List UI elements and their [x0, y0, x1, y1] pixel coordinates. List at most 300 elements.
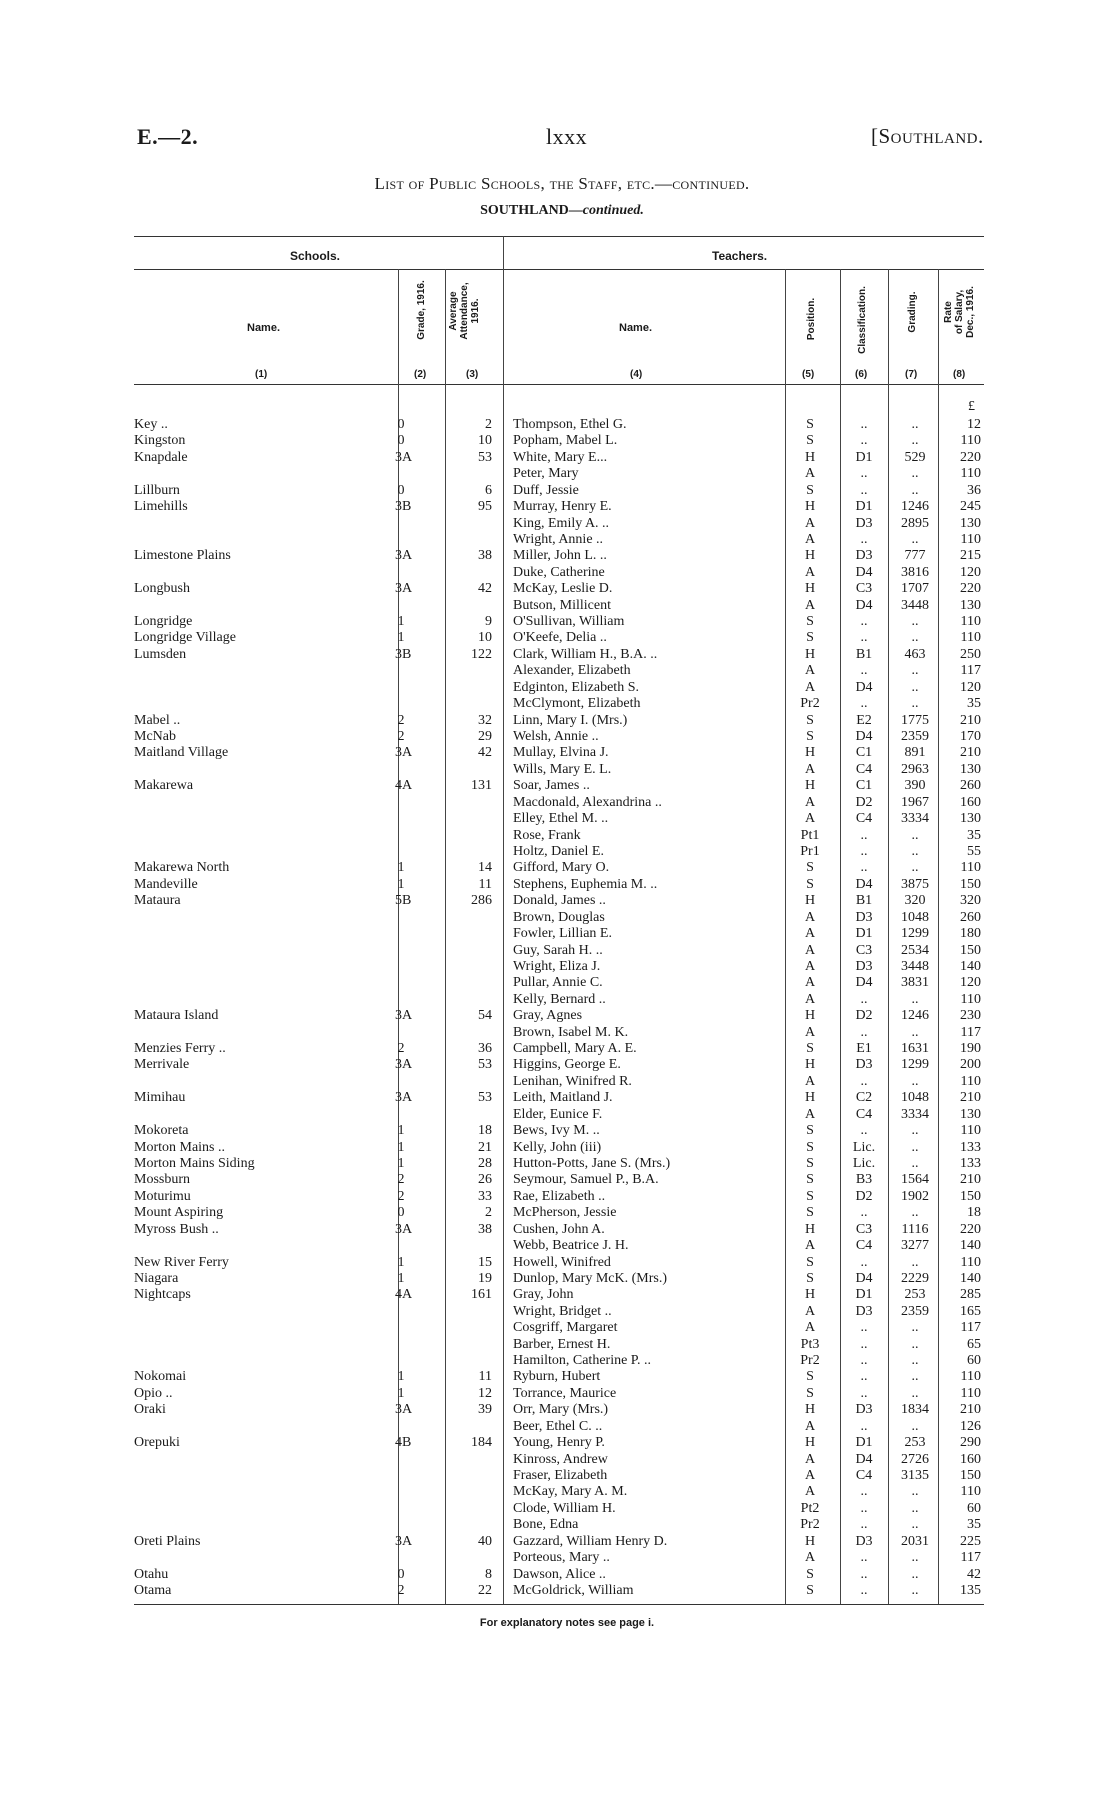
- school-grade: 1: [397, 1155, 405, 1171]
- teacher-classification: B1: [855, 893, 873, 909]
- teacher-salary: 120: [960, 679, 981, 695]
- teacher-classification: C4: [855, 1238, 873, 1254]
- section-under-rule: [134, 269, 984, 270]
- teacher-name: Duke, Catherine: [513, 564, 605, 580]
- table-row: [0, 532, 1114, 548]
- teacher-name: McKay, Leslie D.: [513, 581, 613, 597]
- teacher-classification: C2: [855, 1090, 873, 1106]
- teacher-position: H: [804, 1008, 816, 1024]
- teacher-name: Elder, Eunice F.: [513, 1106, 603, 1122]
- teacher-salary: 320: [960, 893, 981, 909]
- teacher-position: S: [806, 1139, 814, 1155]
- teacher-name: Torrance, Maurice: [513, 1385, 617, 1401]
- school-name: Nightcaps: [134, 1287, 191, 1303]
- teacher-salary: 110: [960, 531, 981, 547]
- grade-header: Grade, 1916.: [416, 280, 427, 340]
- column-number: (6): [855, 369, 868, 380]
- average-attendance: 22: [478, 1582, 492, 1598]
- teacher-classification: D2: [855, 794, 873, 810]
- teacher-name: Wright, Bridget ..: [513, 1303, 612, 1319]
- teacher-salary: 110: [960, 1073, 981, 1089]
- teacher-salary: 18: [967, 1205, 981, 1221]
- school-name: Moturimu: [134, 1188, 191, 1204]
- teacher-grading: ..: [911, 827, 919, 843]
- school-name: Niagara: [134, 1270, 179, 1286]
- teacher-name: Popham, Mabel L.: [513, 433, 618, 449]
- teacher-classification: ..: [860, 663, 868, 679]
- teacher-salary: 210: [960, 1402, 981, 1418]
- table-row: [0, 1534, 1114, 1550]
- teacher-position: H: [804, 548, 816, 564]
- column-number: (5): [802, 369, 815, 380]
- school-name: Otahu: [134, 1566, 169, 1582]
- teacher-classification: D4: [855, 1451, 873, 1467]
- teacher-position: A: [804, 1073, 816, 1089]
- teacher-grading: ..: [911, 1205, 919, 1221]
- table-row: [0, 1156, 1114, 1172]
- teacher-salary: 225: [960, 1533, 981, 1549]
- school-grade: 3A: [395, 1402, 413, 1418]
- table-row: [0, 1567, 1114, 1583]
- teacher-position: A: [804, 942, 816, 958]
- table-row: [0, 1057, 1114, 1073]
- teacher-grading: ..: [911, 1582, 919, 1598]
- teacher-position: H: [804, 1221, 816, 1237]
- table-row: [0, 762, 1114, 778]
- table-row: [0, 1074, 1114, 1090]
- teacher-grading: ..: [911, 1517, 919, 1533]
- school-name: Lillburn: [134, 482, 180, 498]
- teacher-position: A: [804, 515, 816, 531]
- teacher-salary: 110: [960, 614, 981, 630]
- average-attendance: 39: [478, 1402, 492, 1418]
- teacher-position: H: [804, 1090, 816, 1106]
- teacher-position: Pr2: [800, 696, 820, 712]
- average-attendance: 131: [471, 778, 492, 794]
- average-attendance: 10: [478, 630, 492, 646]
- teacher-position: S: [806, 1566, 814, 1582]
- teacher-classification: D1: [855, 926, 873, 942]
- teacher-grading: ..: [911, 696, 919, 712]
- table-bottom-rule: [134, 1604, 984, 1605]
- attendance-header-line: 1916.: [470, 298, 481, 324]
- average-attendance: 161: [471, 1287, 492, 1303]
- school-name: Knapdale: [134, 449, 188, 465]
- table-row: [0, 975, 1114, 991]
- school-name: Opio ..: [134, 1385, 173, 1401]
- position-header: Position.: [806, 297, 817, 341]
- school-name: Merrivale: [134, 1057, 190, 1073]
- school-name: Morton Mains ..: [134, 1139, 225, 1155]
- teacher-classification: ..: [860, 1500, 868, 1516]
- teacher-classification: C4: [855, 761, 873, 777]
- teacher-name: Wills, Mary E. L.: [513, 761, 612, 777]
- teacher-grading: ..: [911, 679, 919, 695]
- teacher-position: S: [806, 1270, 814, 1286]
- teacher-grading: 1246: [901, 1008, 929, 1024]
- average-attendance: 19: [478, 1270, 492, 1286]
- table-row: [0, 729, 1114, 745]
- school-grade: 2: [397, 1172, 405, 1188]
- teacher-position: S: [806, 614, 814, 630]
- teacher-salary: 140: [960, 1238, 981, 1254]
- teacher-classification: D4: [855, 876, 873, 892]
- teacher-position: S: [806, 1123, 814, 1139]
- table-row: [0, 696, 1114, 712]
- teacher-salary: 260: [960, 778, 981, 794]
- teacher-name: Welsh, Annie ..: [513, 729, 599, 745]
- teacher-salary: 110: [960, 1254, 981, 1270]
- average-attendance: 26: [478, 1172, 492, 1188]
- table-row: [0, 516, 1114, 532]
- table-row: [0, 433, 1114, 449]
- teacher-name: Rae, Elizabeth ..: [513, 1188, 606, 1204]
- teacher-grading: 1707: [901, 581, 929, 597]
- table-row: [0, 1550, 1114, 1566]
- teacher-classification: D1: [855, 1435, 873, 1451]
- school-grade: 4B: [395, 1435, 412, 1451]
- school-name: Mokoreta: [134, 1123, 189, 1139]
- average-attendance: 38: [478, 548, 492, 564]
- teacher-name: Porteous, Mary ..: [513, 1550, 610, 1566]
- table-row: [0, 893, 1114, 909]
- teacher-name: Thompson, Ethel G.: [513, 417, 627, 432]
- teacher-name: Barber, Ernest H.: [513, 1336, 611, 1352]
- teacher-salary: 130: [960, 515, 981, 531]
- school-name: Mimihau: [134, 1090, 186, 1106]
- teacher-grading: ..: [911, 466, 919, 482]
- table-row: [0, 1517, 1114, 1533]
- teacher-salary: 110: [960, 433, 981, 449]
- teacher-classification: ..: [860, 1024, 868, 1040]
- teacher-classification: D3: [855, 548, 873, 564]
- teacher-classification: C4: [855, 1106, 873, 1122]
- teacher-name: Dunlop, Mary McK. (Mrs.): [513, 1270, 667, 1286]
- teacher-grading: ..: [911, 482, 919, 498]
- school-grade: 1: [397, 1270, 405, 1286]
- teacher-position: H: [804, 1057, 816, 1073]
- table-row: [0, 1304, 1114, 1320]
- teacher-position: A: [804, 926, 816, 942]
- school-name: Mabel ..: [134, 712, 181, 728]
- teacher-position: A: [804, 1238, 816, 1254]
- teacher-grading: 1631: [901, 1041, 929, 1057]
- teacher-classification: ..: [860, 531, 868, 547]
- school-grade: 2: [397, 712, 405, 728]
- teacher-grading: ..: [911, 614, 919, 630]
- teacher-classification: ..: [860, 1418, 868, 1434]
- teacher-position: A: [804, 991, 816, 1007]
- teacher-position: A: [804, 1303, 816, 1319]
- teacher-position: S: [806, 417, 814, 432]
- teacher-name: Pullar, Annie C.: [513, 975, 603, 991]
- teacher-position: S: [806, 1155, 814, 1171]
- teacher-salary: 135: [960, 1582, 981, 1598]
- teacher-salary: 55: [967, 843, 981, 859]
- teacher-classification: ..: [860, 696, 868, 712]
- teacher-salary: 250: [960, 646, 981, 662]
- teacher-position: H: [804, 449, 816, 465]
- teacher-grading: 1834: [901, 1402, 929, 1418]
- teacher-name: Campbell, Mary A. E.: [513, 1041, 637, 1057]
- teacher-position: A: [804, 663, 816, 679]
- teacher-salary: 110: [960, 991, 981, 1007]
- teacher-position: Pt3: [800, 1336, 820, 1352]
- table-row: [0, 417, 1114, 433]
- teacher-salary: 35: [967, 827, 981, 843]
- teacher-name: Edginton, Elizabeth S.: [513, 679, 639, 695]
- footnote: For explanatory notes see page i.: [479, 1617, 655, 1629]
- school-grade: 3A: [395, 745, 413, 761]
- teacher-salary: 117: [960, 1550, 981, 1566]
- table-row: [0, 828, 1114, 844]
- teacher-salary: 110: [960, 466, 981, 482]
- teacher-grading: 253: [904, 1287, 926, 1303]
- teacher-name: Brown, Isabel M. K.: [513, 1024, 629, 1040]
- teacher-position: A: [804, 1550, 816, 1566]
- teacher-name: Donald, James ..: [513, 893, 606, 909]
- teacher-position: A: [804, 1320, 816, 1336]
- teacher-salary: 290: [960, 1435, 981, 1451]
- teacher-classification: ..: [860, 466, 868, 482]
- teacher-position: A: [804, 1106, 816, 1122]
- teacher-salary: 220: [960, 1221, 981, 1237]
- table-row: [0, 499, 1114, 515]
- school-grade: 1: [397, 1123, 405, 1139]
- school-name: Makarewa North: [134, 860, 230, 876]
- teacher-name: Duff, Jessie: [513, 482, 579, 498]
- teacher-salary: 110: [960, 630, 981, 646]
- teacher-name: Kinross, Andrew: [513, 1451, 608, 1467]
- teacher-classification: ..: [860, 827, 868, 843]
- teacher-grading: ..: [911, 1254, 919, 1270]
- teacher-grading: ..: [911, 433, 919, 449]
- teacher-grading: ..: [911, 1566, 919, 1582]
- teacher-classification: ..: [860, 1353, 868, 1369]
- teacher-position: A: [804, 1451, 816, 1467]
- teachers-section-header: Teachers.: [712, 249, 768, 263]
- teacher-salary: 230: [960, 1008, 981, 1024]
- teacher-classification: ..: [860, 433, 868, 449]
- teacher-position: A: [804, 975, 816, 991]
- teacher-classification: ..: [860, 1320, 868, 1336]
- classification-header: Classification.: [857, 286, 868, 354]
- school-grade: 3A: [395, 1008, 413, 1024]
- school-name: Mataura: [134, 893, 181, 909]
- teacher-salary: 215: [960, 548, 981, 564]
- teacher-salary: 180: [960, 926, 981, 942]
- column-number: (8): [953, 369, 966, 380]
- teacher-name: Brown, Douglas: [513, 909, 605, 925]
- table-row: [0, 860, 1114, 876]
- teacher-name: Cosgriff, Margaret: [513, 1320, 618, 1336]
- school-grade: 3A: [395, 1221, 413, 1237]
- school-name: Makarewa: [134, 778, 194, 794]
- average-attendance: 11: [478, 876, 492, 892]
- grading-header: Grading.: [907, 291, 918, 333]
- average-attendance: 10: [478, 433, 492, 449]
- column-number: (3): [466, 369, 479, 380]
- school-name: Morton Mains Siding: [134, 1155, 255, 1171]
- teacher-classification: ..: [860, 482, 868, 498]
- teacher-position: S: [806, 1385, 814, 1401]
- average-attendance: 53: [478, 1090, 492, 1106]
- teacher-position: H: [804, 778, 816, 794]
- teacher-name: Guy, Sarah H. ..: [513, 942, 603, 958]
- teacher-grading: 1775: [901, 712, 929, 728]
- teacher-classification: ..: [860, 417, 868, 432]
- teacher-grading: ..: [911, 663, 919, 679]
- teacher-salary: 110: [960, 1123, 981, 1139]
- teacher-grading: ..: [911, 1500, 919, 1516]
- school-grade: 3B: [395, 499, 412, 515]
- teacher-salary: 150: [960, 876, 981, 892]
- teacher-grading: ..: [911, 1320, 919, 1336]
- school-name: Menzies Ferry ..: [134, 1041, 226, 1057]
- teacher-salary: 160: [960, 1451, 981, 1467]
- teacher-salary: 165: [960, 1303, 981, 1319]
- teacher-position: H: [804, 1402, 816, 1418]
- teacher-salary: 117: [960, 1320, 981, 1336]
- school-grade: 1: [397, 1139, 405, 1155]
- teacher-name: McPherson, Jessie: [513, 1205, 617, 1221]
- table-row: [0, 926, 1114, 942]
- average-attendance: 2: [485, 1205, 492, 1221]
- school-name: Longridge Village: [134, 630, 236, 646]
- teacher-classification: D2: [855, 1008, 873, 1024]
- table-row: [0, 1287, 1114, 1303]
- average-attendance: 122: [471, 646, 492, 662]
- teacher-salary: 190: [960, 1041, 981, 1057]
- teacher-name: Butson, Millicent: [513, 597, 611, 613]
- school-name: Kingston: [134, 433, 186, 449]
- teacher-name: Hamilton, Catherine P. ..: [513, 1353, 652, 1369]
- average-attendance: 36: [478, 1041, 492, 1057]
- teacher-position: A: [804, 466, 816, 482]
- teacher-classification: ..: [860, 860, 868, 876]
- teacher-position: Pr2: [800, 1353, 820, 1369]
- teacher-name: Lenihan, Winifred R.: [513, 1073, 632, 1089]
- table-row: [0, 1140, 1114, 1156]
- teacher-name: McGoldrick, William: [513, 1582, 634, 1598]
- teacher-grading: 1048: [901, 1090, 929, 1106]
- school-grade: 1: [397, 1254, 405, 1270]
- teacher-grading: 529: [904, 449, 926, 465]
- average-attendance: 184: [471, 1435, 492, 1451]
- table-row: [0, 1583, 1114, 1599]
- teacher-grading: 1902: [901, 1188, 929, 1204]
- teacher-salary: 260: [960, 909, 981, 925]
- teacher-position: S: [806, 1188, 814, 1204]
- teacher-salary: 210: [960, 1172, 981, 1188]
- teacher-position: Pt1: [800, 827, 820, 843]
- teacher-grading: 3334: [901, 1106, 929, 1122]
- teacher-grading: ..: [911, 991, 919, 1007]
- school-grade: 3A: [395, 581, 413, 597]
- teacher-classification: C3: [855, 942, 873, 958]
- school-name-header: Name.: [247, 322, 281, 334]
- average-attendance: 2: [485, 417, 492, 432]
- teacher-classification: Lic.: [852, 1139, 876, 1155]
- attendance-header: [448, 270, 481, 352]
- average-attendance: 42: [478, 581, 492, 597]
- teacher-grading: ..: [911, 1073, 919, 1089]
- teacher-salary: 117: [960, 663, 981, 679]
- teacher-classification: E1: [856, 1041, 872, 1057]
- school-name: Longridge: [134, 614, 193, 630]
- teacher-salary: 120: [960, 564, 981, 580]
- teacher-grading: 2726: [901, 1451, 929, 1467]
- teacher-position: A: [804, 679, 816, 695]
- page-number: lxxx: [546, 124, 588, 149]
- teacher-name: O'Keefe, Delia ..: [513, 630, 607, 646]
- teacher-grading: 2963: [901, 761, 929, 777]
- table-row: [0, 1107, 1114, 1123]
- school-grade: 2: [397, 1582, 405, 1598]
- teacher-salary: 133: [960, 1139, 981, 1155]
- school-name: Maitland Village: [134, 745, 229, 761]
- teacher-position: Pr2: [800, 1517, 820, 1533]
- teacher-salary: 60: [967, 1353, 981, 1369]
- teacher-salary: 245: [960, 499, 981, 515]
- teacher-salary: 210: [960, 712, 981, 728]
- teacher-name: Dawson, Alice ..: [513, 1566, 606, 1582]
- teacher-position: H: [804, 893, 816, 909]
- table-row: [0, 795, 1114, 811]
- table-row: [0, 1484, 1114, 1500]
- table-row: [0, 943, 1114, 959]
- school-name: Oreti Plains: [134, 1533, 201, 1549]
- teacher-position: A: [804, 761, 816, 777]
- teacher-position: S: [806, 1582, 814, 1598]
- attendance-header-line: Average: [448, 291, 459, 331]
- teacher-position: H: [804, 581, 816, 597]
- teacher-classification: D1: [855, 1287, 873, 1303]
- teacher-position: A: [804, 531, 816, 547]
- table-row: [0, 1090, 1114, 1106]
- teacher-name: Clark, William H., B.A. ..: [513, 646, 658, 662]
- teacher-salary: 35: [967, 696, 981, 712]
- school-name: Nokomai: [134, 1369, 187, 1385]
- teacher-classification: D4: [855, 564, 873, 580]
- average-attendance: 54: [478, 1008, 492, 1024]
- salary-header-line: of Salary,: [954, 289, 965, 335]
- school-grade: 4A: [395, 778, 413, 794]
- teacher-grading: 3277: [901, 1238, 929, 1254]
- page-subtitle: [0, 203, 1114, 219]
- school-name: Mataura Island: [134, 1008, 219, 1024]
- teacher-classification: D4: [855, 597, 873, 613]
- teacher-name: Gifford, Mary O.: [513, 860, 610, 876]
- teacher-classification: ..: [860, 1550, 868, 1566]
- currency-symbol: £: [968, 399, 975, 414]
- teacher-name: Seymour, Samuel P., B.A.: [513, 1172, 659, 1188]
- teacher-salary: 200: [960, 1057, 981, 1073]
- teacher-salary: 42: [967, 1566, 981, 1582]
- table-row: [0, 1419, 1114, 1435]
- teacher-name: Hutton-Potts, Jane S. (Mrs.): [513, 1155, 671, 1171]
- teacher-grading: ..: [911, 531, 919, 547]
- teacher-salary: 110: [960, 1369, 981, 1385]
- table-row: [0, 1008, 1114, 1024]
- average-attendance: 95: [478, 499, 492, 515]
- table-row: [0, 1435, 1114, 1451]
- average-attendance: 40: [478, 1533, 492, 1549]
- teacher-name: King, Emily A. ..: [513, 515, 610, 531]
- teacher-classification: ..: [860, 614, 868, 630]
- teacher-grading: ..: [911, 1484, 919, 1500]
- teacher-grading: 3831: [901, 975, 929, 991]
